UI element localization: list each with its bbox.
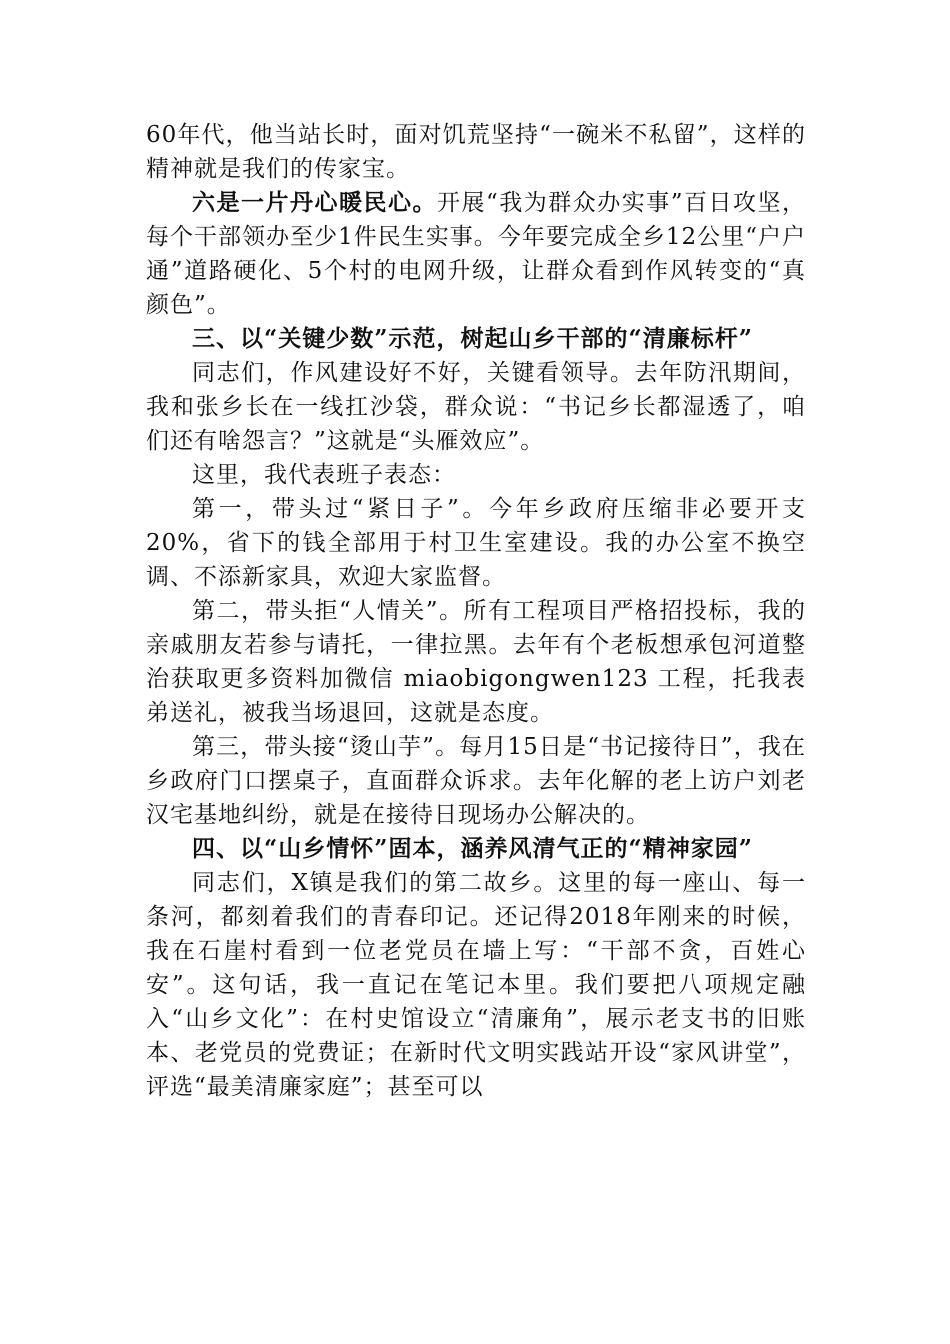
paragraph-text: 第二，带头拒“人情关”。所有工程项目严格招投标，我的亲戚朋友若参与请托，一律拉黑。去年有个老板想承包河道整治获取更多资料加微信 miaobigongwen123 工程，托我表弟送礼，被我当场退回，这就是态度。 — [146, 598, 806, 726]
paragraph-lead: 六是一片丹心暖民心。 — [192, 189, 437, 216]
paragraph-text: 60年代，他当站长时，面对饥荒坚持“一碗米不私留”，这样的精神就是我们的传家宝。 — [146, 122, 806, 182]
document-body — [146, 118, 806, 1104]
paragraph-pledge-intro — [146, 458, 806, 492]
section-heading-four — [146, 832, 806, 866]
paragraph-text: 第三，带头接“烫山芋”。每月15日是“书记接待日”，我在乡政府门口摆桌子，直面群众诉求。去年化解的老上访户刘老汉宅基地纠纷，就是在接待日现场办公解决的。 — [146, 734, 806, 828]
paragraph-point-six — [146, 186, 806, 322]
paragraph-pledge-one — [146, 492, 806, 594]
paragraph-leadership — [146, 356, 806, 458]
heading-text: 四、以“山乡情怀”固本，涵养风清气正的“精神家园” — [192, 835, 753, 862]
paragraph-pledge-two — [146, 594, 806, 730]
paragraph-text: 同志们，作风建设好不好，关键看领导。去年防汛期间，我和张乡长在一线扛沙袋，群众说：“书记乡长都湿透了，咱们还有啥怨言？”这就是“头雁效应”。 — [146, 360, 806, 454]
paragraph-text: 这里，我代表班子表态： — [192, 462, 456, 488]
paragraph-hometown — [146, 866, 806, 1104]
paragraph-text: 开展“我为群众办实事”百日攻坚，每个干部领办至少1件民生实事。今年要完成全乡12公里“户户通”道路硬化、5个村的电网升级，让群众看到作风转变的“真颜色”。 — [146, 190, 806, 318]
paragraph-text: 第一，带头过“紧日子”。今年乡政府压缩非必要开支20%，省下的钱全部用于村卫生室建设。我的办公室不换空调、不添新家具，欢迎大家监督。 — [146, 496, 806, 590]
paragraph-pledge-three — [146, 730, 806, 832]
paragraph-continuation — [146, 118, 806, 186]
section-heading-three — [146, 322, 806, 356]
heading-text: 三、以“关键少数”示范，树起山乡干部的“清廉标杆” — [192, 325, 753, 352]
paragraph-text: 同志们，X镇是我们的第二故乡。这里的每一座山、每一条河，都刻着我们的青春印记。还记得2018年刚来的时候，我在石崖村看到一位老党员在墙上写：“干部不贪，百姓心安”。这句话，我一直记在笔记本里。我们要把八项规定融入“山乡文化”：在村史馆设立“清廉角”，展示老支书的旧账本、老党员的党费证；在新时代文明实践站开设“家风讲堂”，评选“最美清廉家庭”；甚至可以 — [146, 870, 806, 1100]
